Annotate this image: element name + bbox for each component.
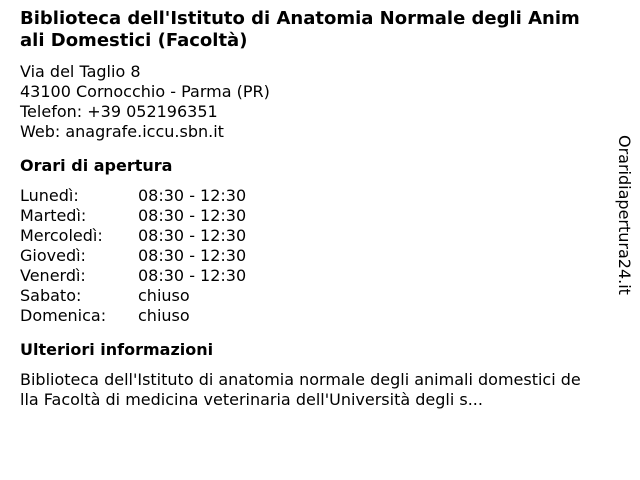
hours-row-monday bbox=[20, 186, 246, 206]
day-hours: 08:30 - 12:30 bbox=[138, 226, 247, 245]
day-label: Mercoledì: bbox=[20, 226, 103, 245]
day-hours: chiuso bbox=[138, 306, 190, 325]
day-label: Domenica: bbox=[20, 306, 107, 325]
day-hours: 08:30 - 12:30 bbox=[138, 186, 247, 205]
day-label: Venerdì: bbox=[20, 266, 86, 285]
site-watermark: Oraridiapertura24.it bbox=[615, 135, 634, 295]
description-text: Biblioteca dell'Istituto di anatomia normale degli animali domestici della Facoltà di medicina veterinaria dell'Università degli s... bbox=[20, 370, 581, 409]
more-info-heading: Ulteriori informazioni bbox=[20, 340, 214, 359]
opening-hours-table bbox=[20, 186, 246, 326]
address-block bbox=[20, 62, 590, 142]
day-hours: 08:30 - 12:30 bbox=[138, 246, 247, 265]
phone-number: Telefon: +39 052196351 bbox=[20, 102, 218, 121]
address-city: 43100 Cornocchio - Parma (PR) bbox=[20, 82, 270, 101]
day-hours: 08:30 - 12:30 bbox=[138, 266, 247, 285]
hours-row-wednesday bbox=[20, 226, 246, 246]
website: Web: anagrafe.iccu.sbn.it bbox=[20, 122, 224, 141]
hours-row-sunday bbox=[20, 306, 246, 326]
hours-row-friday bbox=[20, 266, 246, 286]
day-label: Lunedì: bbox=[20, 186, 79, 205]
address-street: Via del Taglio 8 bbox=[20, 62, 141, 81]
hours-row-saturday bbox=[20, 286, 246, 306]
day-label: Sabato: bbox=[20, 286, 82, 305]
day-hours: chiuso bbox=[138, 286, 190, 305]
opening-hours-heading: Orari di apertura bbox=[20, 156, 173, 175]
hours-row-tuesday bbox=[20, 206, 246, 226]
day-label: Giovedì: bbox=[20, 246, 86, 265]
content bbox=[20, 8, 590, 410]
hours-row-thursday bbox=[20, 246, 246, 266]
page-title: Biblioteca dell'Istituto di Anatomia Normale degli Animali Domestici (Facoltà) bbox=[20, 8, 580, 51]
day-hours: 08:30 - 12:30 bbox=[138, 206, 247, 225]
day-label: Martedì: bbox=[20, 206, 87, 225]
